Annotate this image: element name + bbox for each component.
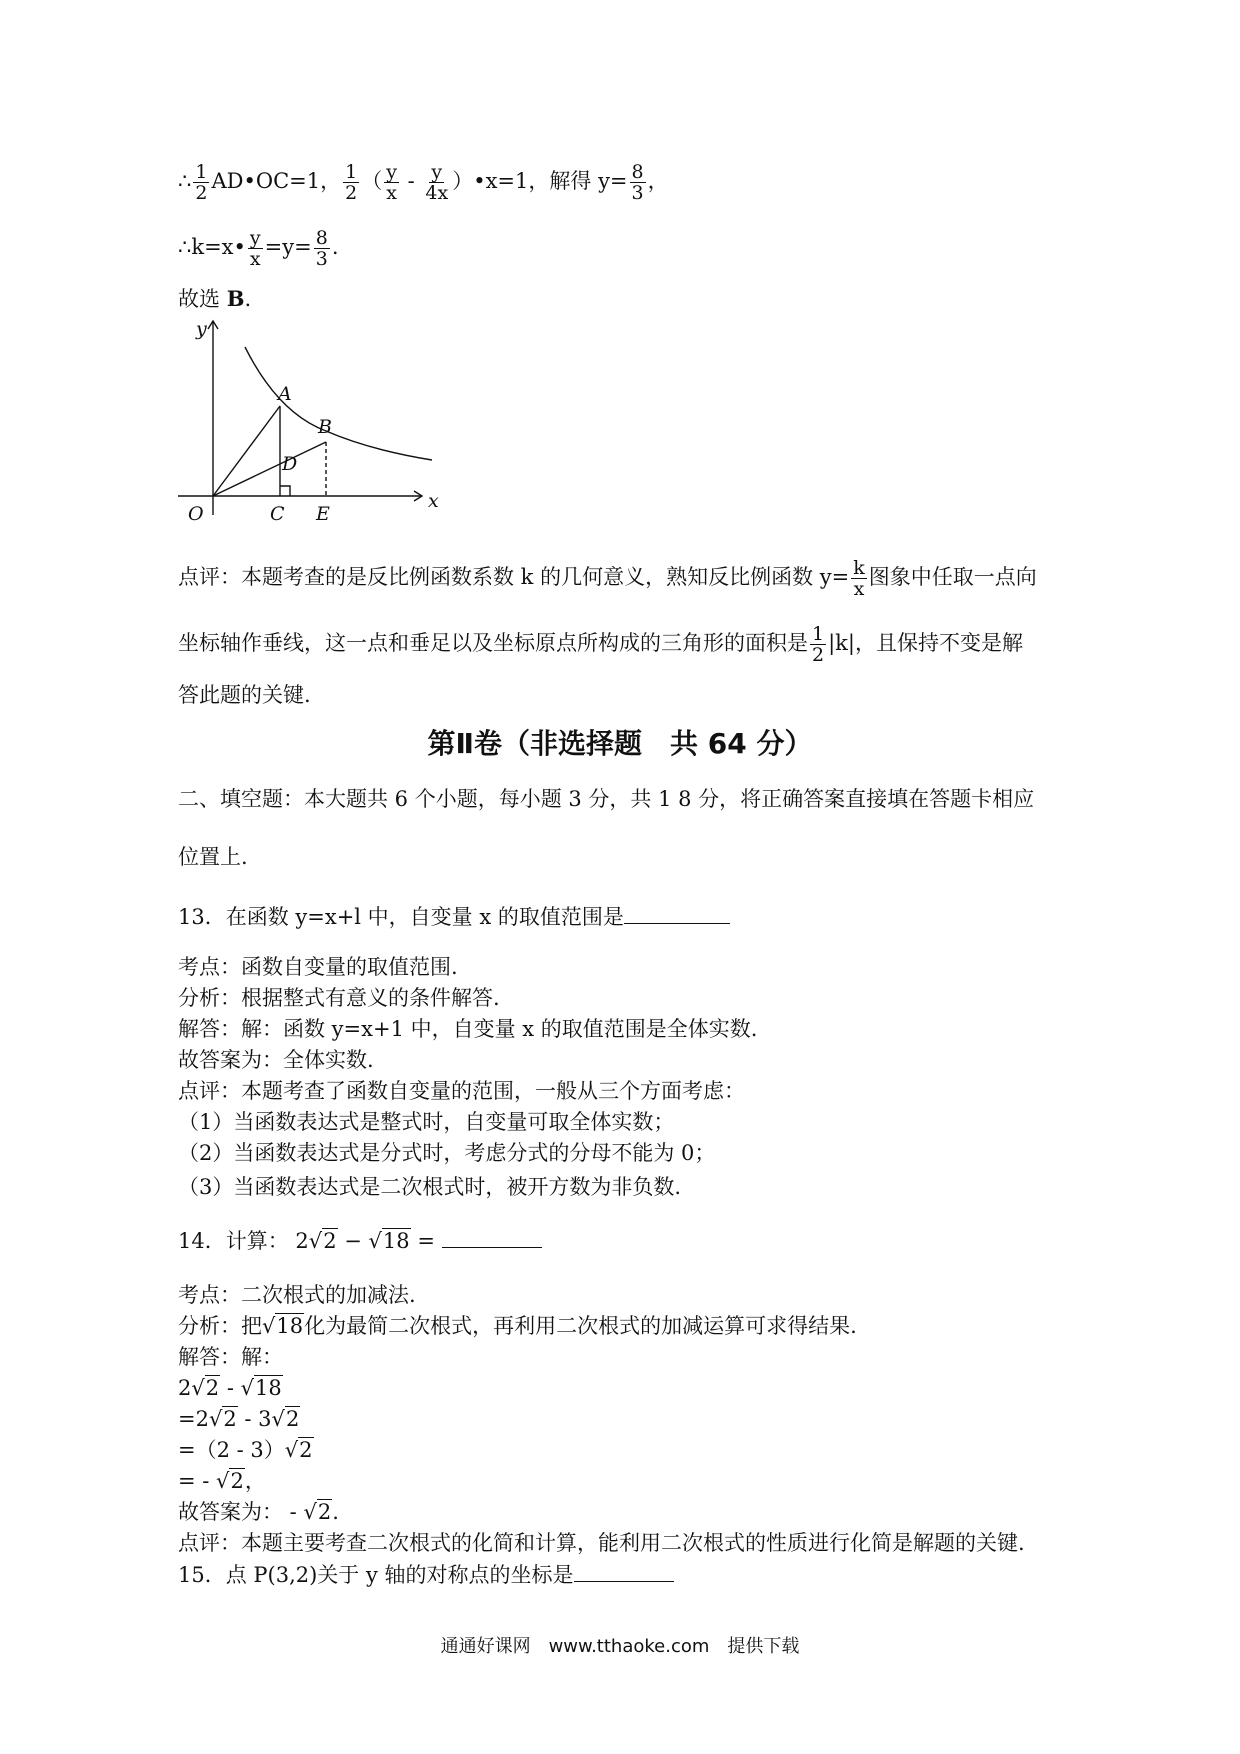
sqrt-icon: √: [216, 1469, 230, 1493]
label-D: D: [282, 453, 298, 475]
label-E: E: [316, 503, 330, 525]
choice-answer: B: [226, 286, 245, 311]
q14-jieda: 解答：解：: [178, 1345, 283, 1369]
q14-step-4: [178, 1466, 266, 1496]
q13-point-2: （2）当函数表达式是分式时，考虑分式的分母不能为 0；: [178, 1141, 716, 1165]
section-title: 第Ⅱ卷（非选择题 共 64 分）: [427, 727, 813, 760]
sqrt-expression: [285, 1435, 314, 1465]
q13-kaodian: 考点：函数自变量的取值范围.: [178, 955, 458, 979]
sqrt-expression: [272, 1404, 301, 1434]
choice-label: 故选: [178, 287, 227, 311]
q13-fenxi: 分析：根据整式有意义的条件解答.: [178, 986, 500, 1010]
right-angle-mark: [280, 486, 290, 496]
q14-step-1: [178, 1373, 283, 1403]
minus-sign: -: [220, 1376, 241, 1400]
paren: （: [361, 169, 383, 193]
q14-step-2: [178, 1404, 300, 1434]
fraction-numerator: 1: [195, 161, 208, 183]
punctuation: .: [332, 1500, 339, 1524]
q13-answer: 故答案为：全体实数.: [178, 1048, 374, 1072]
q14-step-3: [178, 1435, 314, 1465]
q13-dianping: 点评：本题考查了函数自变量的范围，一般从三个方面考虑：: [178, 1079, 745, 1103]
q13-jieda: 解答：解：函数 y=x+1 中，自变量 x 的取值范围是全体实数.: [178, 1017, 758, 1041]
radicand: 18: [276, 1314, 304, 1338]
sqrt-expression: [191, 1373, 220, 1403]
fraction-denominator: 4x: [425, 182, 449, 204]
label-B: B: [318, 416, 332, 438]
sqrt-icon: √: [303, 1500, 317, 1524]
segment-OB: [213, 442, 326, 496]
sqrt-icon: √: [271, 1407, 285, 1431]
label-C: C: [270, 503, 285, 525]
answer-blank[interactable]: [442, 1229, 542, 1248]
fraction: [810, 624, 826, 665]
radicand: 18: [254, 1376, 282, 1400]
expression-coefficient: 2: [295, 1229, 309, 1253]
fraction: [343, 162, 359, 203]
radicand: 2: [317, 1500, 332, 1524]
therefore-symbol: ∴: [178, 169, 192, 193]
radicand: 2: [223, 1407, 237, 1431]
q14-kaodian: 考点：二次根式的加减法.: [178, 1283, 416, 1307]
fraction-numerator: y: [431, 161, 443, 183]
fraction-denominator: x: [386, 182, 397, 204]
analysis-text: 化为最简二次根式，再利用二次根式的加减运算可求得结果.: [304, 1314, 857, 1338]
radicand: 2: [230, 1469, 244, 1493]
radicand: 2: [205, 1376, 220, 1400]
q14-question: [178, 1226, 542, 1256]
fraction-denominator: 3: [631, 182, 644, 204]
fraction: [423, 162, 450, 203]
label-y: y: [196, 318, 207, 340]
fraction-numerator: 8: [631, 161, 644, 183]
fraction-numerator: y: [386, 161, 397, 183]
q13-question: [178, 902, 730, 932]
fraction-denominator: 2: [195, 182, 208, 204]
solution-line-2: [178, 228, 339, 269]
solution-line-3: [178, 284, 251, 314]
equals-sign: =: [410, 1229, 442, 1253]
q13-point-3: （3）当函数表达式是二次根式时，被开方数为非负数.: [178, 1175, 682, 1199]
sqrt-expression: [216, 1466, 245, 1496]
sqrt-expression: [241, 1373, 283, 1403]
step-text: =（2 - 3）: [178, 1438, 285, 1462]
page-footer: 通通好课网 www.tthaoke.com 提供下载: [440, 1636, 800, 1657]
punctuation: .: [331, 235, 339, 259]
minus-sign: -: [400, 169, 422, 193]
fraction-denominator: x: [249, 248, 261, 270]
radicand: 18: [382, 1229, 410, 1253]
punctuation: ，: [647, 169, 669, 193]
comment-text: 坐标轴作垂线，这一点和垂足以及坐标原点所构成的三角形的面积是: [178, 631, 808, 655]
answer-text: 故答案为： -: [178, 1500, 304, 1524]
comment-line-1: [178, 558, 1037, 599]
fraction-numerator: 8: [315, 227, 328, 249]
fraction-numerator: 1: [812, 623, 825, 645]
question-text: 15．点 P(3,2)关于 y 轴的对称点的坐标是: [178, 1563, 574, 1587]
sqrt-expression: [209, 1404, 238, 1434]
radicand: 2: [299, 1438, 313, 1462]
sqrt-expression: [309, 1226, 338, 1256]
punctuation: .: [244, 287, 252, 311]
sqrt-icon: √: [208, 1407, 223, 1431]
q14-answer: [178, 1497, 339, 1527]
fraction-numerator: 1: [345, 161, 358, 183]
fraction-denominator: 3: [315, 248, 328, 270]
sqrt-icon: √: [191, 1376, 205, 1400]
fraction-denominator: 2: [812, 644, 825, 666]
comment-text: 答此题的关键.: [178, 683, 311, 707]
sqrt-icon: √: [308, 1229, 323, 1253]
fraction-numerator: k: [853, 557, 865, 579]
hyperbola-curve: [245, 347, 432, 460]
label-A: A: [278, 383, 292, 405]
fraction-numerator: y: [249, 227, 261, 249]
fraction: [193, 162, 209, 203]
solution-line-1: [178, 162, 669, 203]
radicand: 2: [323, 1229, 337, 1253]
q14-dianping: 点评：本题主要考查二次根式的化简和计算，能利用二次根式的性质进行化简是解题的关键.: [178, 1531, 1025, 1555]
equation-text: =y=: [264, 235, 312, 259]
step-text: - 3: [237, 1407, 272, 1431]
comment-text: 点评：本题考查的是反比例函数系数 k 的几何意义，熟知反比例函数 y=: [178, 565, 850, 589]
fraction-denominator: x: [853, 578, 865, 600]
segment-OA: [213, 406, 280, 496]
answer-blank[interactable]: [574, 1563, 674, 1582]
label-O: O: [188, 503, 204, 525]
q14-fenxi: [178, 1311, 857, 1341]
fraction-denominator: 2: [345, 182, 358, 204]
question-text: 13．在函数 y=x+l 中，自变量 x 的取值范围是: [178, 905, 624, 929]
comment-line-2: [178, 624, 1023, 665]
fraction: [314, 228, 330, 269]
section-intro-line-1: 二、填空题：本大题共 6 个小题，每小题 3 分，共 1 8 分，将正确答案直接填在答题卡相应: [178, 787, 1035, 811]
expression-coefficient: 2: [178, 1376, 192, 1400]
step-text: =2: [178, 1407, 209, 1431]
answer-blank[interactable]: [624, 905, 730, 924]
fraction: [248, 228, 263, 269]
radicand: 2: [285, 1407, 300, 1431]
q15-question: [178, 1560, 674, 1590]
comment-text: 图象中任取一点向: [868, 565, 1037, 589]
equation-text: ）•x=1，解得 y=: [452, 169, 628, 193]
equation-text: AD•OC=1，: [211, 169, 342, 193]
sqrt-icon: √: [368, 1229, 382, 1253]
section-intro-line-2: 位置上.: [178, 845, 248, 869]
geometry-figure: [170, 315, 450, 530]
sqrt-expression: [262, 1311, 304, 1341]
comment-line-3: [178, 680, 311, 710]
punctuation: ，: [244, 1469, 266, 1493]
question-text: 14．计算：: [178, 1229, 289, 1253]
sqrt-expression: [369, 1226, 411, 1256]
sqrt-icon: √: [240, 1376, 254, 1400]
analysis-text: 分析：把: [178, 1314, 262, 1338]
q13-point-1: （1）当函数表达式是整式时，自变量可取全体实数；: [178, 1110, 675, 1134]
label-x: x: [428, 490, 439, 512]
fraction: [630, 162, 646, 203]
step-text: = -: [178, 1469, 217, 1493]
sqrt-icon: √: [284, 1438, 299, 1462]
fraction: [384, 162, 399, 203]
minus-sign: −: [337, 1229, 369, 1253]
sqrt-icon: √: [262, 1314, 276, 1338]
comment-text: |k|，且保持不变是解: [828, 631, 1023, 655]
fraction: [851, 558, 867, 599]
sqrt-expression: [303, 1497, 332, 1527]
equation-text: ∴k=x•: [178, 235, 246, 259]
